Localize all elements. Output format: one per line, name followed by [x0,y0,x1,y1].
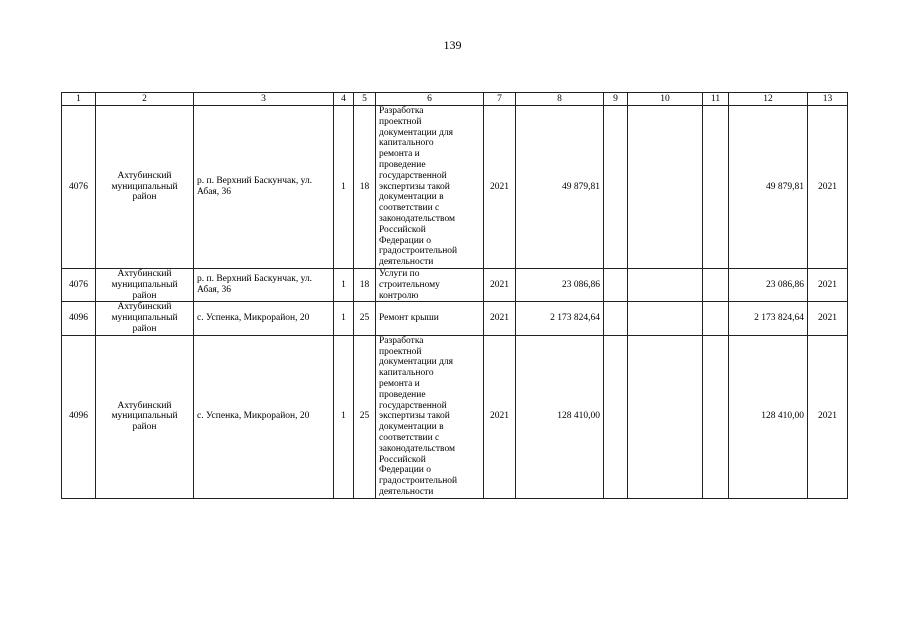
work-description-line: градостроительной [379,476,458,487]
column-number: 11 [703,93,729,106]
column-number: 8 [516,93,604,106]
work-description-line: деятельности [379,257,434,268]
district-name: Ахтубинский муниципальный район [96,302,194,335]
work-description-line: экспертизы такой [379,181,450,192]
col-5-value: 25 [354,302,376,335]
work-year: 2021 [484,106,516,269]
empty-cell [628,268,703,301]
work-description-line: Федерации о [379,235,431,246]
work-description-line: соответствии с [379,203,440,214]
work-description-line: капитального [379,368,434,379]
empty-cell [703,302,729,335]
work-description [376,106,484,269]
work-description [376,335,484,498]
work-year: 2021 [484,302,516,335]
work-description-line: Российской [379,224,426,235]
completion-year: 2021 [808,106,848,269]
work-description-line: документации для [379,357,454,368]
empty-cell [628,302,703,335]
col-4-value: 1 [334,335,354,498]
col-4-value: 1 [334,268,354,301]
work-description-line: Разработка [379,106,424,116]
col-5-value: 25 [354,335,376,498]
object-id: 4096 [62,302,96,335]
work-description-line: ремонта и [379,149,420,160]
object-address: с. Успенка, Микрорайон, 20 [194,302,334,335]
work-description-line: Российской [379,454,426,465]
work-description-line: законодательством [379,443,456,454]
work-description-line: градостроительной [379,246,458,257]
column-number: 4 [334,93,354,106]
work-description-line: соответствии с [379,432,440,443]
object-address: р. п. Верхний Баскунчак, ул. Абая, 36 [194,106,334,269]
amount-total: 128 410,00 [729,335,808,498]
table-row [62,302,848,335]
empty-cell [604,268,628,301]
column-number: 6 [376,93,484,106]
column-number: 7 [484,93,516,106]
work-description-line: капитального [379,138,434,149]
col-5-value: 18 [354,106,376,269]
empty-cell [628,335,703,498]
empty-cell [628,106,703,269]
empty-cell [604,106,628,269]
work-description-line: ремонта и [379,378,420,389]
table-row [62,268,848,301]
work-description-line: контролю [379,290,419,301]
work-description-line: проведение [379,389,426,400]
district-name: Ахтубинский муниципальный район [96,268,194,301]
work-amount: 49 879,81 [516,106,604,269]
empty-cell [604,302,628,335]
column-number: 9 [604,93,628,106]
work-description-line: Услуги по [379,268,420,279]
column-number: 2 [96,93,194,106]
work-amount: 2 173 824,64 [516,302,604,335]
completion-year: 2021 [808,268,848,301]
column-number-row [62,93,848,106]
column-number: 3 [194,93,334,106]
amount-total: 2 173 824,64 [729,302,808,335]
work-description-line: законодательством [379,213,456,224]
col-4-value: 1 [334,302,354,335]
work-year: 2021 [484,268,516,301]
column-number: 1 [62,93,96,106]
table-row [62,106,848,269]
amount-total: 23 086,86 [729,268,808,301]
object-id: 4076 [62,268,96,301]
work-description-line: Разработка [379,335,424,346]
completion-year: 2021 [808,302,848,335]
work-description-line: документации для [379,127,454,138]
work-description-line: проведение [379,159,426,170]
empty-cell [703,268,729,301]
completion-year: 2021 [808,335,848,498]
column-number: 12 [729,93,808,106]
work-description [376,302,484,335]
work-description [376,268,484,301]
work-description-line: документации в [379,192,444,203]
col-5-value: 18 [354,268,376,301]
work-description-line: деятельности [379,486,434,497]
column-number: 10 [628,93,703,106]
column-number: 13 [808,93,848,106]
work-amount: 128 410,00 [516,335,604,498]
object-id: 4076 [62,106,96,269]
column-number: 5 [354,93,376,106]
work-description-line: государственной [379,400,447,411]
page-number: 139 [443,38,462,52]
work-description-line: документации в [379,422,444,433]
empty-cell [604,335,628,498]
work-description-line: Федерации о [379,465,431,476]
col-4-value: 1 [334,106,354,269]
table-row [62,335,848,498]
object-address: р. п. Верхний Баскунчак, ул. Абая, 36 [194,268,334,301]
work-year: 2021 [484,335,516,498]
district-name: Ахтубинский муниципальный район [96,106,194,269]
object-address: с. Успенка, Микрорайон, 20 [194,335,334,498]
work-description-line: строительному [379,279,440,290]
work-description-line: проектной [379,116,422,127]
work-description-line: экспертизы такой [379,411,450,422]
work-description-line: Ремонт крыши [379,313,439,324]
work-description-line: проектной [379,346,422,357]
district-name: Ахтубинский муниципальный район [96,335,194,498]
register-table [61,92,848,499]
object-id: 4096 [62,335,96,498]
work-description-line: государственной [379,170,447,181]
empty-cell [703,106,729,269]
work-amount: 23 086,86 [516,268,604,301]
empty-cell [703,335,729,498]
amount-total: 49 879,81 [729,106,808,269]
